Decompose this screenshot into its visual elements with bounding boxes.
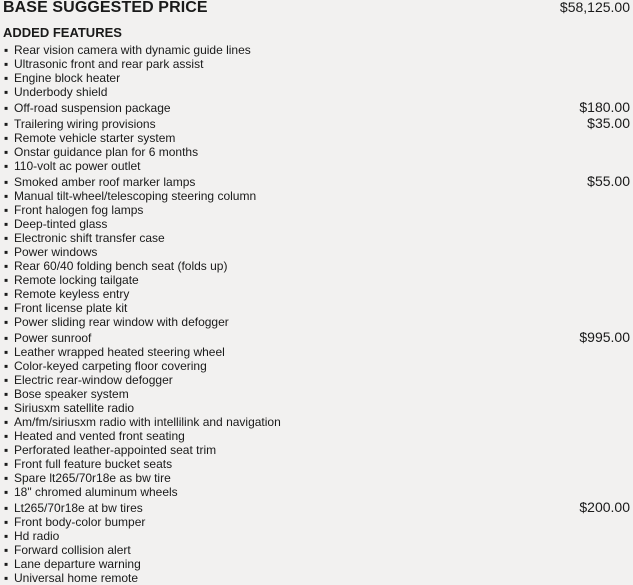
- feature-label: Manual tilt-wheel/telescoping steering column: [14, 189, 257, 203]
- feature-label: Remote keyless entry: [14, 287, 130, 301]
- feature-label: Rear 60/40 folding bench seat (folds up): [14, 259, 228, 273]
- feature-item: [0, 301, 633, 315]
- feature-label: Onstar guidance plan for 6 months: [14, 145, 199, 159]
- bullet-icon: ▪: [4, 131, 9, 145]
- bullet-icon: ▪: [4, 273, 9, 287]
- bullet-icon: ▪: [4, 529, 9, 543]
- feature-item: [0, 259, 633, 273]
- bullet-icon: ▪: [4, 543, 9, 557]
- feature-label: Perforated leather-appointed seat trim: [14, 443, 217, 457]
- feature-label: Siriusxm satellite radio: [14, 401, 135, 415]
- feature-item: [0, 443, 633, 457]
- feature-label: Lt265/70r18e at bw tires: [14, 501, 143, 515]
- feature-item: [0, 457, 633, 471]
- feature-price: $995.00: [579, 329, 630, 345]
- bullet-icon: ▪: [4, 245, 9, 259]
- feature-label: Power sunroof: [14, 331, 92, 345]
- bullet-icon: ▪: [4, 231, 9, 245]
- feature-item: [0, 71, 633, 85]
- feature-label: Front body-color bumper: [14, 515, 146, 529]
- bullet-icon: ▪: [4, 485, 9, 499]
- bullet-icon: ▪: [4, 429, 9, 443]
- feature-label: Power sliding rear window with defogger: [14, 315, 229, 329]
- feature-label: Leather wrapped heated steering wheel: [14, 345, 225, 359]
- feature-item: [0, 315, 633, 329]
- feature-item: [0, 43, 633, 57]
- feature-item: [0, 217, 633, 231]
- feature-item: [0, 499, 633, 515]
- bullet-icon: ▪: [4, 331, 9, 345]
- feature-item: [0, 571, 633, 585]
- feature-label: Electronic shift transfer case: [14, 231, 165, 245]
- bullet-icon: ▪: [4, 443, 9, 457]
- bullet-icon: ▪: [4, 175, 9, 189]
- feature-label: Underbody shield: [14, 85, 108, 99]
- feature-item: [0, 329, 633, 345]
- feature-item: [0, 345, 633, 359]
- feature-label: Electric rear-window defogger: [14, 373, 173, 387]
- feature-item: [0, 231, 633, 245]
- feature-label: Color-keyed carpeting floor covering: [14, 359, 207, 373]
- feature-label: Front license plate kit: [14, 301, 128, 315]
- base-price-label: BASE SUGGESTED PRICE: [3, 0, 208, 16]
- bullet-icon: ▪: [4, 85, 9, 99]
- feature-item: [0, 359, 633, 373]
- feature-item: [0, 115, 633, 131]
- feature-label: Remote locking tailgate: [14, 273, 139, 287]
- bullet-icon: ▪: [4, 315, 9, 329]
- feature-label: Hd radio: [14, 529, 60, 543]
- feature-item: [0, 543, 633, 557]
- bullet-icon: ▪: [4, 571, 9, 585]
- bullet-icon: ▪: [4, 515, 9, 529]
- feature-label: Engine block heater: [14, 71, 121, 85]
- bullet-icon: ▪: [4, 345, 9, 359]
- feature-item: [0, 557, 633, 571]
- feature-price: $200.00: [579, 499, 630, 515]
- feature-item: [0, 145, 633, 159]
- bullet-icon: ▪: [4, 373, 9, 387]
- feature-label: Front halogen fog lamps: [14, 203, 144, 217]
- feature-item: [0, 485, 633, 499]
- bullet-icon: ▪: [4, 189, 9, 203]
- feature-label: Forward collision alert: [14, 543, 131, 557]
- feature-price: $55.00: [587, 173, 630, 189]
- feature-label: Ultrasonic front and rear park assist: [14, 57, 204, 71]
- feature-label: Heated and vented front seating: [14, 429, 185, 443]
- feature-label: Remote vehicle starter system: [14, 131, 176, 145]
- feature-label: Lane departure warning: [14, 557, 141, 571]
- bullet-icon: ▪: [4, 287, 9, 301]
- added-features-heading: ADDED FEATURES: [3, 25, 122, 40]
- feature-item: [0, 287, 633, 301]
- feature-label: Universal home remote: [14, 571, 139, 585]
- bullet-icon: ▪: [4, 43, 9, 57]
- feature-label: Am/fm/siriusxm radio with intellilink and navigation: [14, 415, 281, 429]
- added-features-list: [0, 43, 633, 585]
- feature-label: 18" chromed aluminum wheels: [14, 485, 178, 499]
- feature-item: [0, 99, 633, 115]
- feature-item: [0, 189, 633, 203]
- bullet-icon: ▪: [4, 359, 9, 373]
- bullet-icon: ▪: [4, 471, 9, 485]
- bullet-icon: ▪: [4, 145, 9, 159]
- bullet-icon: ▪: [4, 387, 9, 401]
- feature-label: Power windows: [14, 245, 98, 259]
- bullet-icon: ▪: [4, 501, 9, 515]
- feature-item: [0, 159, 633, 173]
- bullet-icon: ▪: [4, 57, 9, 71]
- feature-price: $180.00: [579, 99, 630, 115]
- bullet-icon: ▪: [4, 301, 9, 315]
- feature-label: Deep-tinted glass: [14, 217, 108, 231]
- bullet-icon: ▪: [4, 415, 9, 429]
- feature-price: $35.00: [587, 115, 630, 131]
- feature-item: [0, 401, 633, 415]
- feature-label: Rear vision camera with dynamic guide lines: [14, 43, 251, 57]
- feature-label: Trailering wiring provisions: [14, 117, 156, 131]
- feature-label: Off-road suspension package: [14, 101, 171, 115]
- bullet-icon: ▪: [4, 71, 9, 85]
- feature-item: [0, 57, 633, 71]
- feature-item: [0, 203, 633, 217]
- bullet-icon: ▪: [4, 101, 9, 115]
- feature-label: Smoked amber roof marker lamps: [14, 175, 196, 189]
- base-price-value: $58,125.00: [559, 0, 630, 15]
- feature-item: [0, 131, 633, 145]
- feature-item: [0, 273, 633, 287]
- bullet-icon: ▪: [4, 117, 9, 131]
- feature-item: [0, 529, 633, 543]
- feature-label: Front full feature bucket seats: [14, 457, 173, 471]
- feature-label: Spare lt265/70r18e as bw tire: [14, 471, 171, 485]
- bullet-icon: ▪: [4, 401, 9, 415]
- feature-item: [0, 415, 633, 429]
- feature-label: 110-volt ac power outlet: [14, 159, 141, 173]
- feature-label: Bose speaker system: [14, 387, 129, 401]
- bullet-icon: ▪: [4, 457, 9, 471]
- feature-item: [0, 471, 633, 485]
- base-price-row: [3, 0, 630, 17]
- bullet-icon: ▪: [4, 557, 9, 571]
- bullet-icon: ▪: [4, 159, 9, 173]
- bullet-icon: ▪: [4, 259, 9, 273]
- feature-item: [0, 373, 633, 387]
- bullet-icon: ▪: [4, 217, 9, 231]
- feature-item: [0, 387, 633, 401]
- feature-item: [0, 515, 633, 529]
- feature-item: [0, 429, 633, 443]
- feature-item: [0, 245, 633, 259]
- bullet-icon: ▪: [4, 203, 9, 217]
- feature-item: [0, 173, 633, 189]
- feature-item: [0, 85, 633, 99]
